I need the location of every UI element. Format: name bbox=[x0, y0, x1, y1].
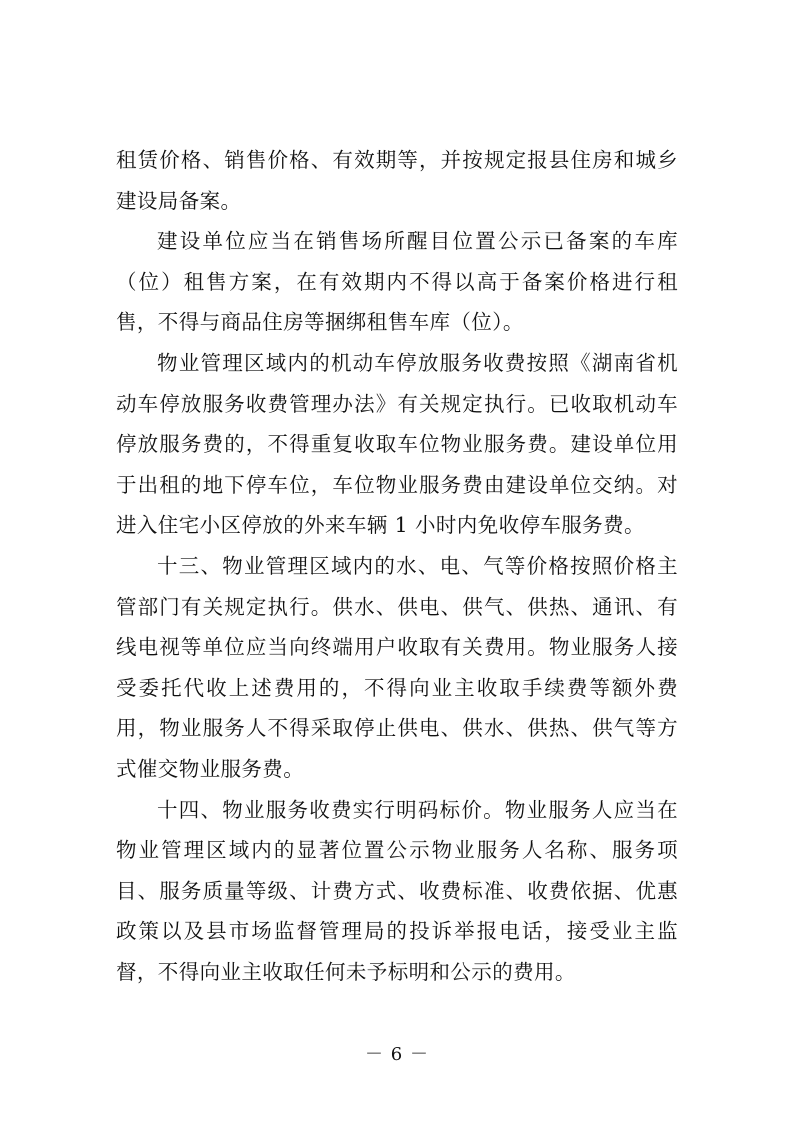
paragraph-1: 租赁价格、销售价格、有效期等，并按规定报县住房和城乡建设局备案。 bbox=[116, 148, 678, 213]
paragraph-4: 十三、物业管理区域内的水、电、气等价格按照价格主管部门有关规定执行。供水、供电、供气、供热、通讯、有线电视等单位应当向终端用户收取有关费用。物业服务人接受委托代收上述费用的，不得向业主收取手续费等额外费用，物业服务人不得采取停止供电、供水、供热、供气等方式催交物业服务费。 bbox=[116, 553, 678, 781]
document-body bbox=[116, 140, 678, 992]
page-number: － 6 － bbox=[365, 1044, 429, 1065]
paragraph-2: 建设单位应当在销售场所醒目位置公示已备案的车库（位）租售方案，在有效期内不得以高于备案价格进行租售，不得与商品住房等捆绑租售车库（位）。 bbox=[116, 229, 678, 335]
paragraph-5: 十四、物业服务收费实行明码标价。物业服务人应当在物业管理区域内的显著位置公示物业服务人名称、服务项目、服务质量等级、计费方式、收费标准、收费依据、优惠政策以及县市场监督管理局的投诉举报电话，接受业主监督，不得向业主收取任何未予标明和公示的费用。 bbox=[116, 797, 678, 984]
paragraph-3: 物业管理区域内的机动车停放服务收费按照《湖南省机动车停放服务收费管理办法》有关规定执行。已收取机动车停放服务费的，不得重复收取车位物业服务费。建设单位用于出租的地下停车位，车位物业服务费由建设单位交纳。对进入住宅小区停放的外来车辆 1 小时内免收停车服务费。 bbox=[116, 350, 678, 538]
